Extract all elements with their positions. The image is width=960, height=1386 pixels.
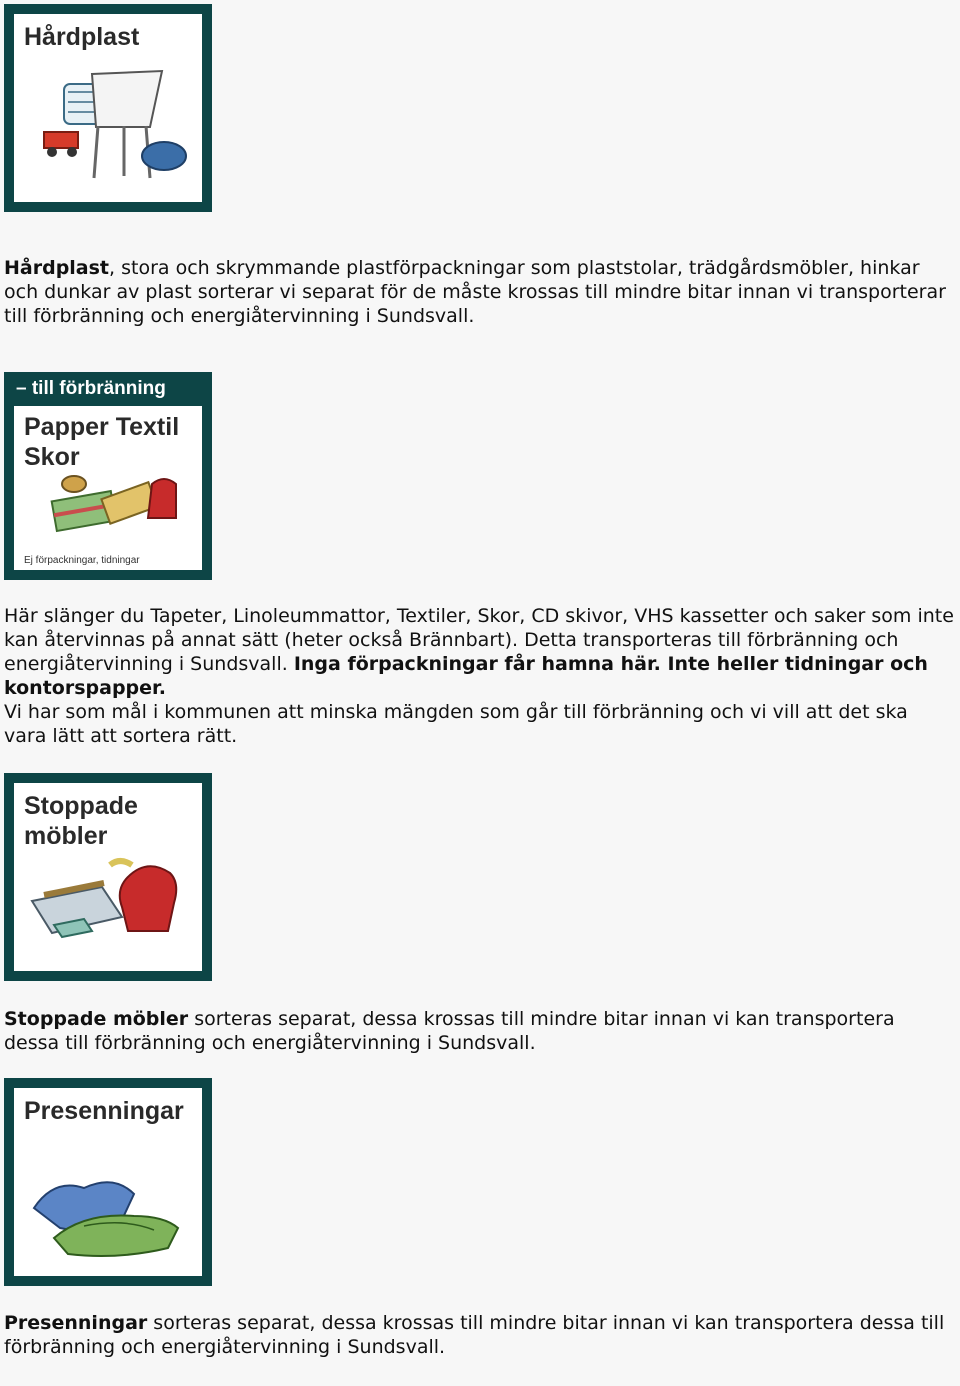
paragraph-papper-textil-skor: [4, 604, 954, 748]
paragraph-bold: Stoppade möbler: [4, 1008, 189, 1030]
sign-papper-textil-skor: [4, 372, 212, 580]
sign-hardplast: [4, 4, 212, 212]
sign-title: Papper Textil Skor: [24, 413, 180, 471]
paragraph-text-2: Vi har som mål i kommunen att minska mängden som går till förbränning och vi vill att det ska vara lätt att sortera rätt.: [4, 701, 908, 747]
sign-stoppade-mobler: [4, 773, 212, 981]
sign-title: Stoppade möbler: [24, 792, 138, 850]
sign-footnote: Ej förpackningar, tidningar: [24, 555, 140, 566]
paragraph-bold: Presenningar: [4, 1312, 148, 1334]
upholstered-furniture-icon: [14, 783, 202, 971]
sign-title: Presenningar: [24, 1097, 184, 1125]
paragraph-text: sorteras separat, dessa krossas till mindre bitar innan vi kan transportera dessa till förbränning och energiåtervinning i Sundsvall.: [4, 1008, 895, 1054]
textile-shoes-icon: [14, 372, 202, 560]
paragraph-bold: Hårdplast: [4, 257, 110, 279]
sign-title: Hårdplast: [24, 23, 140, 51]
paragraph-text: , stora och skrymmande plastförpackningar som plaststolar, trädgårdsmöbler, hinkar och dunkar av plast sorterar vi separat för de måste krossas till mindre bitar innan vi transporterar till förbränning och energiåtervinning i Sundsvall.: [4, 257, 946, 327]
paragraph-bold: Inga förpackningar får hamna här. Inte heller tidningar och kontorspapper.: [4, 653, 928, 699]
sign-presenningar: [4, 1078, 212, 1286]
sign-banner: – till förbränning: [14, 372, 202, 406]
paragraph-presenningar: [4, 1311, 954, 1359]
plastic-furniture-icon: [14, 14, 202, 202]
paragraph-stoppade-mobler: [4, 1007, 954, 1055]
paragraph-text: sorteras separat, dessa krossas till mindre bitar innan vi kan transportera dessa till förbränning och energiåtervinning i Sundsvall.: [4, 1312, 945, 1358]
tarpaulins-icon: [14, 1088, 202, 1276]
paragraph-hardplast: [4, 256, 954, 328]
paragraph-text-1: Här slänger du Tapeter, Linoleummattor, Textiler, Skor, CD skivor, VHS kassetter och saker som inte kan återvinnas på annat sätt (heter också Brännbart). Detta transporteras till förbränning och energiåtervinning i Sundsvall.: [4, 605, 954, 675]
